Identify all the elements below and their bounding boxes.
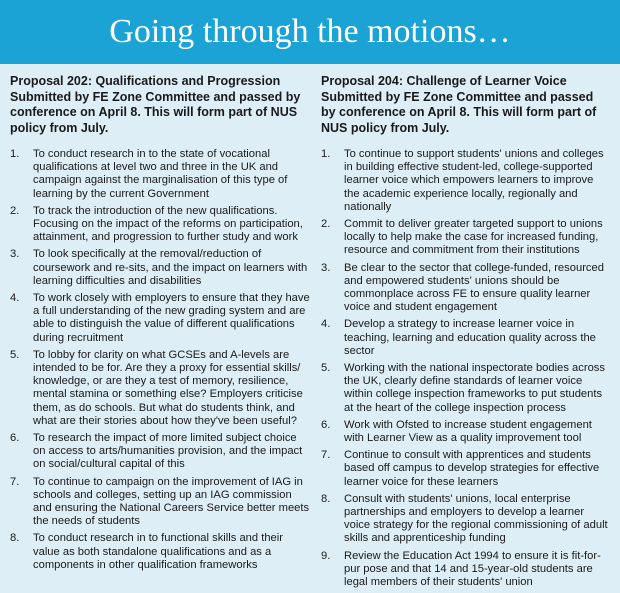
list-item-number: 4. (321, 318, 331, 331)
list-item-number: 5. (10, 348, 20, 361)
list-item-number: 3. (10, 248, 20, 261)
list-item-number: 2. (321, 218, 331, 231)
list-item-text: To research the impact of more limited subject choice on access to arts/humanities provision, and the impact on social/cultural capital of this (33, 432, 303, 471)
list-item (10, 476, 310, 529)
list-item-text: To track the introduction of the new qualifications. Focusing on the impact of the reforms on participation, attainment, and progression to further study and work (33, 204, 303, 244)
list-item-number: 1. (321, 148, 331, 160)
proposal-202-list (10, 148, 310, 572)
list-item (321, 362, 610, 415)
list-item-text: To conduct research in to the state of vocational qualifications at level two and three in the UK and campaign against the marginalisation of this type of learning by the current Government (33, 148, 288, 200)
page-title: Going through the motions… (0, 0, 620, 64)
proposal-204-heading: Proposal 204: Challenge of Learner Voice Submitted by FE Zone Committee and passed by conference on April 8. This will form part of NUS policy from July. (321, 74, 597, 135)
proposal-204-list (321, 148, 610, 589)
list-item-text: Continue to consult with apprentices and students based off campus to develop strategies for effective learner voice for these learners (344, 449, 600, 488)
list-item (10, 532, 310, 572)
list-item-text: Be clear to the sector that college-funded, resourced and empowered students' unions should be commonplace across FE to ensure quality learner voice and student engagement (344, 261, 604, 314)
list-item-number: 5. (321, 362, 331, 375)
list-item-text: To work closely with employers to ensure that they have a full understanding of the new grading system and are able to distinguish the value of different qualifications during recruitment (33, 292, 310, 344)
list-item (10, 205, 310, 245)
list-item-text: To continue to support students' unions and colleges in building effective student-led, college-supported learner voice which empowers learners to improve the academic experience locally, regionally and nationally (344, 148, 604, 213)
list-item-text: Commit to deliver greater targeted support to unions locally to help make the case for increased funding, resource and commitment from their institutions (344, 218, 603, 257)
proposal-202-column (10, 64, 310, 593)
list-item (321, 148, 610, 214)
list-item-text: Review the Education Act 1994 to ensure it is fit-for-pur pose and that 14 and 15-year-old students are legal members of their students' union (344, 549, 601, 589)
list-item-text: Work with Ofsted to increase student engagement with Learner View as a quality improvement tool (344, 418, 592, 445)
list-item-text: To look specifically at the removal/reduction of coursework and re-sits, and the impact on learners with learning difficulties and disabilities (33, 248, 308, 287)
list-item (10, 292, 310, 345)
list-item (321, 218, 610, 258)
list-item-text: To conduct research in to functional skills and their value as both standalone qualifications and as a components in other qualification frameworks (33, 532, 283, 571)
list-item-number: 8. (10, 532, 20, 545)
list-item-number: 1. (10, 148, 20, 160)
list-item-text: Working with the national inspectorate bodies across the UK, clearly define standards of learner voice within college inspection frameworks to put students at the heart of the college inspection process (344, 362, 605, 414)
list-item (321, 449, 610, 489)
columns (0, 64, 620, 593)
list-item-text: To continue to campaign on the improvement of IAG in schools and colleges, setting up an IAG commission and ensuring the National Careers Service better meets the needs of students (33, 475, 310, 528)
list-item-text: Develop a strategy to increase learner voice in teaching, learning and education quality across the sector (344, 318, 596, 357)
list-item-number: 8. (321, 492, 331, 505)
list-item-number: 3. (321, 261, 331, 274)
list-item-number: 2. (10, 204, 20, 217)
list-item-text: Consult with students' unions, local enterprise partnerships and employers to develop a learner voice strategy for the regional commissioning of adult skills and apprenticeship funding (344, 492, 608, 545)
list-item (321, 318, 610, 358)
list-item-number: 6. (321, 418, 331, 431)
list-item-number: 7. (321, 449, 331, 462)
list-item-number: 4. (10, 292, 20, 305)
list-item (10, 432, 310, 472)
proposal-202-heading: Proposal 202: Qualifications and Progression Submitted by FE Zone Committee and passed by conference on April 8. This will form part of NUS policy from July. (10, 74, 301, 135)
list-item (321, 493, 610, 546)
list-item-number: 9. (321, 549, 331, 562)
list-item-number: 7. (10, 475, 20, 488)
list-item (321, 550, 610, 590)
list-item-number: 6. (10, 432, 20, 445)
list-item (321, 419, 610, 445)
proposal-204-column (321, 64, 610, 593)
list-item-text: To lobby for clarity on what GCSEs and A-levels are intended to be for. Are they a proxy for essential skills/ knowledge, or are they a test of memory, resilience, mental stamina or something else? Employers criticise them, as do schools. But what do students think, and what are their stories about how they've been useful? (33, 348, 303, 427)
list-item (10, 248, 310, 288)
list-item (321, 262, 610, 315)
list-item (10, 349, 310, 428)
list-item (10, 148, 310, 201)
